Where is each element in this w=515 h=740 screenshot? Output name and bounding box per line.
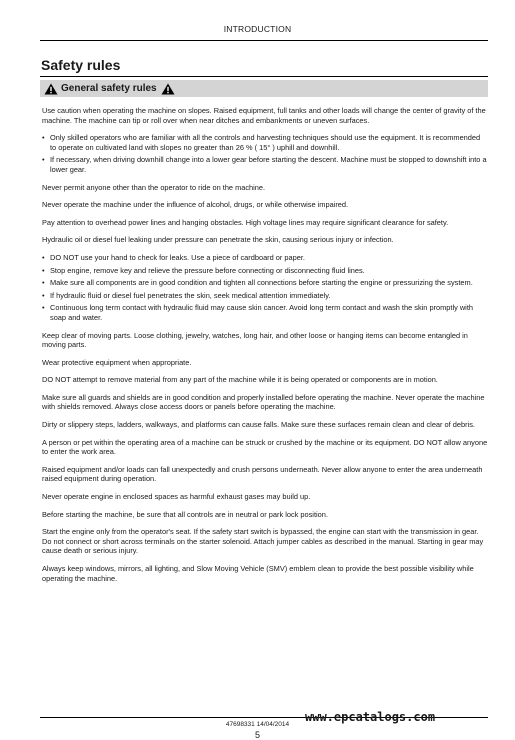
paragraph: Before starting the machine, be sure that all controls are in neutral or park lock position. [42, 509, 328, 519]
section-title: Safety rules [41, 57, 121, 73]
paragraph: Never operate engine in enclosed spaces as harmful exhaust gases may build up. [42, 492, 311, 502]
paragraph: DO NOT attempt to remove material from any part of the machine while it is being operated or components are in motion. [42, 375, 438, 385]
document-number: 47698331 14/04/2014 [225, 721, 290, 728]
title-divider [40, 76, 488, 77]
warning-triangle-icon [44, 83, 58, 95]
paragraph: Make sure all guards and shields are in good condition and properly installed before operating the machine. Never operate the machine with shields removed. Always close access doors or panels before operating the machine. [42, 392, 485, 412]
paragraph: Raised equipment and/or loads can fall unexpectedly and crush persons underneath. Never allow anyone to enter the area underneath raised equipment during operation. [42, 464, 483, 484]
list-item: • Only skilled operators who are familiar with all the controls and harvesting techniques should use the equipment. It is recommended to operate on cultivated land with slopes no greater than 26 % ( 15° ) uphill and downhill. [42, 133, 488, 152]
header-divider [40, 40, 488, 41]
page-number: 5 [254, 730, 260, 740]
paragraph: A person or pet within the operating area of a machine can be struck or crushed by the machine or its equipment. DO NOT allow anyone to enter the work area. [42, 437, 488, 457]
bullet-list [42, 253, 488, 323]
paragraph: Use caution when operating the machine on slopes. Raised equipment, full tanks and other loads will change the center of gravity of the machine. The machine can tip or roll over when near ditches and embankments or uneven surfaces. [42, 106, 486, 125]
paragraph: Keep clear of moving parts. Loose clothing, jewelry, watches, long hair, and other loose or hanging items can become entangled in moving parts. [42, 330, 468, 350]
paragraph: Pay attention to overhead power lines and hanging obstacles. High voltage lines may require significant clearance for safety. [42, 217, 449, 227]
list-item: • If necessary, when driving downhill change into a lower gear before starting the descent. Machine must be stopped to downshift into a lower gear. [42, 155, 488, 174]
list-item: • If hydraulic fluid or diesel fuel penetrates the skin, seek medical attention immediately. [42, 291, 488, 301]
paragraph: Hydraulic oil or diesel fuel leaking under pressure can penetrate the skin, causing serious injury or infection. [42, 235, 394, 245]
list-item: • Stop engine, remove key and relieve the pressure before connecting or disconnecting fluid lines. [42, 266, 488, 276]
paragraph: Wear protective equipment when appropriate. [42, 357, 192, 367]
subheading-label: General safety rules [61, 83, 157, 94]
page-header: INTRODUCTION [223, 24, 292, 34]
general-safety-subheading [40, 80, 488, 97]
bullet-list [42, 133, 488, 174]
list-item: • Continuous long term contact with hydraulic fluid may cause skin cancer. Avoid long term contact and wash the skin promptly with soap and water. [42, 303, 488, 322]
paragraph: Never permit anyone other than the operator to ride on the machine. [42, 182, 266, 192]
list-item: • DO NOT use your hand to check for leaks. Use a piece of cardboard or paper. [42, 253, 488, 263]
paragraph: Start the engine only from the operator's seat. If the safety start switch is bypassed, the engine can start with the transmission in gear. Do not connect or short across terminals on the starter solenoid. Attach jumper cables as described in the manual. Starting in gear may cause death or serious injury. [42, 527, 484, 556]
safety-rules-body [42, 106, 488, 591]
warning-triangle-icon [161, 83, 175, 95]
watermark-text: www.epcatalogs.com [305, 710, 436, 724]
paragraph: Never operate the machine under the influence of alcohol, drugs, or while otherwise impaired. [42, 200, 349, 210]
list-item: • Make sure all components are in good condition and tighten all connections before starting the engine or pressurizing the system. [42, 278, 488, 288]
paragraph: Always keep windows, mirrors, all lighting, and Slow Moving Vehicle (SMV) emblem clean to provide the best possible visibility while operating the machine. [42, 564, 474, 583]
paragraph: Dirty or slippery steps, ladders, walkways, and platforms can cause falls. Make sure these surfaces remain clean and clear of debris. [42, 420, 475, 430]
